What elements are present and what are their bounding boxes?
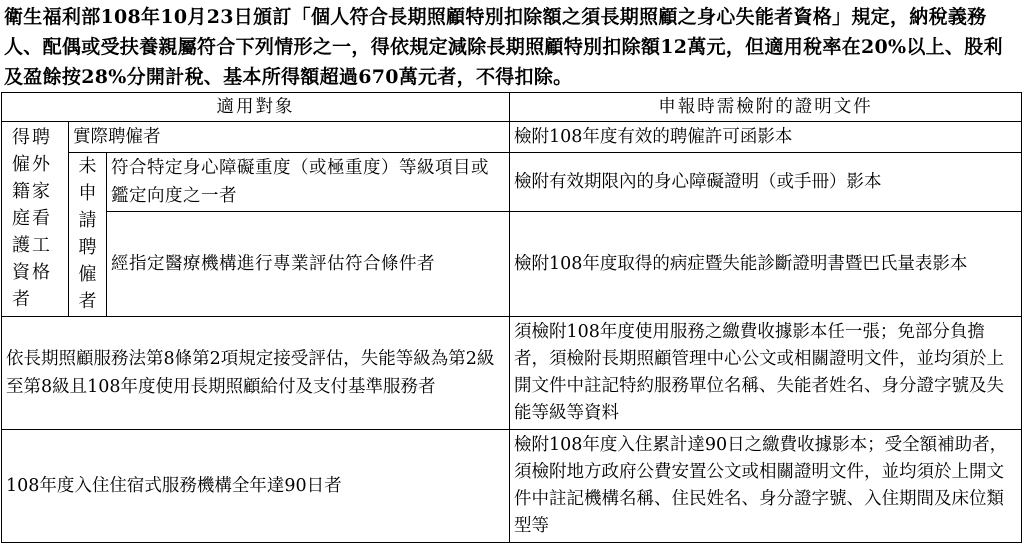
table-row	[2, 153, 1022, 212]
actual-employer-target: 實際聘僱者	[69, 122, 510, 153]
actual-employer-document: 檢附108年度有效的聘僱許可函影本	[510, 122, 1022, 153]
residential-document: 檢附108年度入住累計達90日之繳費收據影本；受全額補助者，須檢附地方政府公費安置公文或相關證明文件，並均須於上開文件中註記機構名稱、住民姓名、身分證字號、入住期間及床位類型等	[510, 430, 1022, 543]
table-row	[2, 430, 1022, 543]
table-header-row	[2, 93, 1022, 122]
table-row	[2, 317, 1022, 430]
disability-target: 符合特定身心障礙重度（或極重度）等級項目或鑑定向度之一者	[107, 153, 510, 212]
foreign-caregiver-label: 得聘僱外籍家庭看護工資格者	[2, 122, 69, 317]
medical-eval-target: 經指定醫療機構進行專業評估符合條件者	[107, 212, 510, 317]
header-documents: 申報時需檢附的證明文件	[510, 93, 1022, 122]
intro-paragraph: 衛生福利部108年10月23日頒訂「個人符合長期照顧特別扣除額之須長期照顧之身心失能者資格」規定，納稅義務人、配偶或受扶養親屬符合下列情形之一，得依規定減除長期照顧特別扣除額12萬元，但適用稅率在20%以上、股利及盈餘按28%分開計稅、基本所得額超過670萬元者，不得扣除。	[4, 6, 1003, 88]
disability-document: 檢附有效期限內的身心障礙證明（或手冊）影本	[510, 153, 1022, 212]
residential-target: 108年度入住住宿式服務機構全年達90日者	[2, 430, 510, 543]
long-term-care-target: 依長期照顧服務法第8條第2項規定接受評估，失能等級為第2級至第8級且108年度使用長期照顧給付及支付基準服務者	[2, 317, 510, 430]
medical-eval-document: 檢附108年度取得的病症暨失能診斷證明書暨巴氏量表影本	[510, 212, 1022, 317]
not-applied-label: 未申請聘僱者	[69, 153, 107, 317]
long-term-care-document: 須檢附108年度使用服務之繳費收據影本任一張；免部分負擔者，須檢附長期照顧管理中心公文或相關證明文件，並均須於上開文件中註記特約服務單位名稱、失能者姓名、身分證字號及失能等級等資料	[510, 317, 1022, 430]
table-row	[2, 122, 1022, 153]
table-row	[2, 212, 1022, 317]
eligibility-table	[1, 92, 1022, 543]
header-target: 適用對象	[2, 93, 510, 122]
